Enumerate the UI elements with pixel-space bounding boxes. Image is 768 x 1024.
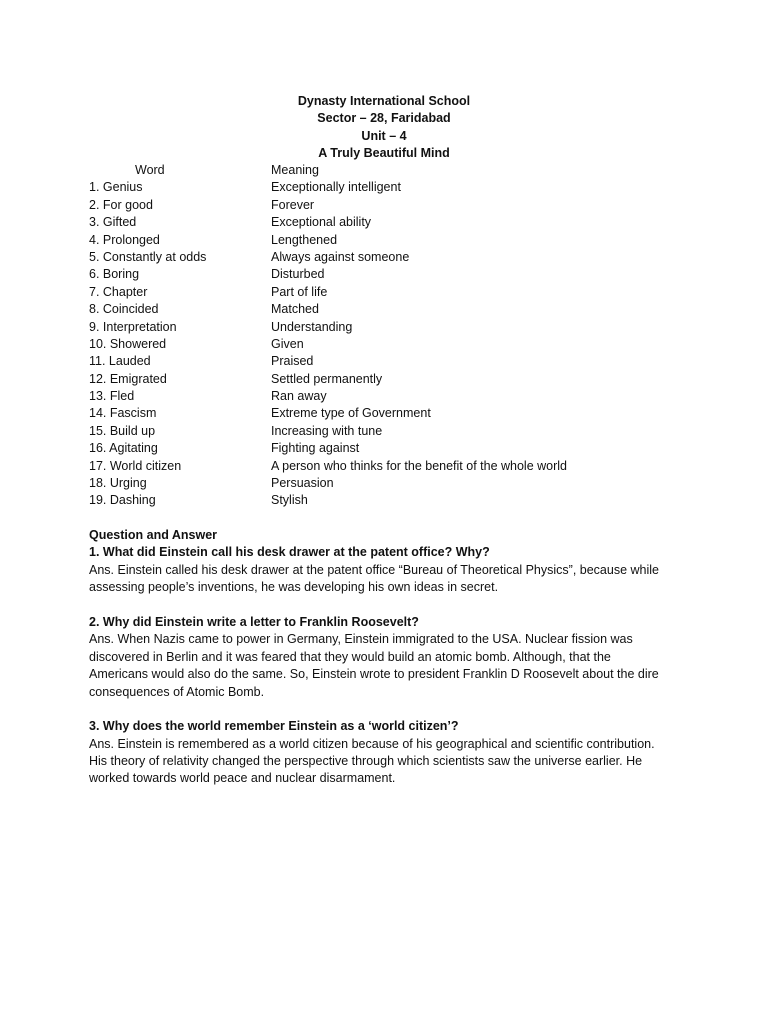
vocabulary-meaning: Extreme type of Government: [271, 406, 431, 421]
vocabulary-row: [89, 266, 689, 283]
vocabulary-word: 17. World citizen: [89, 458, 182, 473]
answer-2-line: consequences of Atomic Bomb.: [89, 684, 265, 699]
vocabulary-meaning: A person who thinks for the benefit of the whole world: [271, 458, 568, 473]
paragraph-gap: [89, 701, 679, 718]
vocabulary-header-row: [89, 162, 689, 179]
vocabulary-row: [89, 214, 689, 231]
vocabulary-word: 10. Showered: [89, 336, 167, 351]
vocabulary-table: [89, 162, 689, 510]
vocabulary-meaning: Settled permanently: [271, 371, 383, 386]
paragraph-gap: [89, 597, 679, 614]
vocabulary-row: [89, 492, 689, 509]
vocabulary-meaning: Exceptional ability: [271, 215, 372, 230]
vocabulary-word: 11. Lauded: [89, 354, 151, 369]
vocabulary-meaning: Lengthened: [271, 232, 338, 247]
answer-2-line: Ans. When Nazis came to power in Germany, Einstein immigrated to the USA. Nuclear fission was: [89, 632, 633, 647]
vocabulary-row: [89, 179, 689, 196]
answer-3-line: worked towards world peace and nuclear disarmament.: [89, 771, 396, 786]
vocabulary-row: [89, 458, 689, 475]
vocabulary-word: 18. Urging: [89, 476, 147, 491]
vocabulary-meaning: Part of life: [271, 284, 328, 299]
vocabulary-word: 1. Genius: [89, 180, 143, 195]
question-2: 2. Why did Einstein write a letter to Franklin Roosevelt?: [89, 614, 419, 629]
vocabulary-meaning: Ran away: [271, 389, 327, 404]
column-header-meaning: Meaning: [271, 163, 319, 177]
unit-number: Unit – 4: [361, 128, 407, 143]
vocabulary-word: 6. Boring: [89, 267, 140, 282]
vocabulary-word: 3. Gifted: [89, 215, 137, 230]
vocabulary-meaning: Always against someone: [271, 249, 410, 264]
vocabulary-row: [89, 405, 689, 422]
vocabulary-word: 14. Fascism: [89, 406, 157, 421]
document-header: [0, 93, 768, 163]
vocabulary-row: [89, 319, 689, 336]
vocabulary-row: [89, 371, 689, 388]
answer-3-line: Ans. Einstein is remembered as a world citizen because of his geographical and scientific contribution.: [89, 736, 655, 751]
vocabulary-rows: [89, 179, 689, 509]
vocabulary-meaning: Exceptionally intelligent: [271, 180, 401, 195]
vocabulary-meaning: Increasing with tune: [271, 423, 383, 438]
vocabulary-word: 4. Prolonged: [89, 232, 160, 247]
vocabulary-word: 5. Constantly at odds: [89, 249, 207, 264]
answer-2-line: Americans would also do the same. So, Einstein wrote to president Franklin D Roosevelt about the dire: [89, 667, 659, 682]
school-address: Sector – 28, Faridabad: [317, 111, 451, 126]
vocabulary-word: 2. For good: [89, 197, 153, 212]
vocabulary-word: 13. Fled: [89, 389, 135, 404]
vocabulary-row: [89, 249, 689, 266]
vocabulary-word: 8. Coincided: [89, 302, 159, 317]
vocabulary-meaning: Disturbed: [271, 267, 325, 282]
vocabulary-row: [89, 336, 689, 353]
vocabulary-word: 9. Interpretation: [89, 319, 177, 334]
vocabulary-row: [89, 301, 689, 318]
vocabulary-row: [89, 388, 689, 405]
vocabulary-meaning: Praised: [271, 354, 314, 369]
vocabulary-meaning: Stylish: [271, 493, 308, 508]
qa-heading: Question and Answer: [89, 528, 218, 542]
question-3: 3. Why does the world remember Einstein as a ‘world citizen’?: [89, 719, 459, 734]
vocabulary-meaning: Persuasion: [271, 476, 334, 491]
vocabulary-meaning: Forever: [271, 197, 315, 212]
vocabulary-word: 12. Emigrated: [89, 371, 167, 386]
vocabulary-meaning: Matched: [271, 302, 319, 317]
column-header-word: Word: [135, 163, 165, 177]
answer-2-line: discovered in Berlin and it was feared that they would build an atomic bomb. Although, that the: [89, 649, 611, 664]
question-answer-section: [89, 527, 679, 788]
chapter-title: A Truly Beautiful Mind: [318, 146, 450, 161]
vocabulary-row: [89, 440, 689, 457]
vocabulary-meaning: Fighting against: [271, 441, 360, 456]
vocabulary-row: [89, 232, 689, 249]
vocabulary-row: [89, 197, 689, 214]
vocabulary-word: 19. Dashing: [89, 493, 156, 508]
question-1: 1. What did Einstein call his desk drawer at the patent office? Why?: [89, 545, 490, 560]
vocabulary-row: [89, 353, 689, 370]
vocabulary-word: 15. Build up: [89, 423, 156, 438]
vocabulary-row: [89, 284, 689, 301]
vocabulary-meaning: Understanding: [271, 319, 353, 334]
answer-1-line: Ans. Einstein called his desk drawer at the patent office “Bureau of Theoretical Physics”, because while: [89, 562, 659, 577]
vocabulary-word: 7. Chapter: [89, 284, 148, 299]
vocabulary-row: [89, 475, 689, 492]
school-name: Dynasty International School: [297, 94, 471, 108]
vocabulary-meaning: Given: [271, 336, 304, 351]
answer-1-line: assessing people’s inventions, he was developing his own ideas in secret.: [89, 580, 499, 595]
vocabulary-word: 16. Agitating: [89, 441, 158, 456]
answer-3-line: His theory of relativity changed the perspective through which scientists saw the universe earlier. He: [89, 754, 643, 769]
vocabulary-row: [89, 423, 689, 440]
